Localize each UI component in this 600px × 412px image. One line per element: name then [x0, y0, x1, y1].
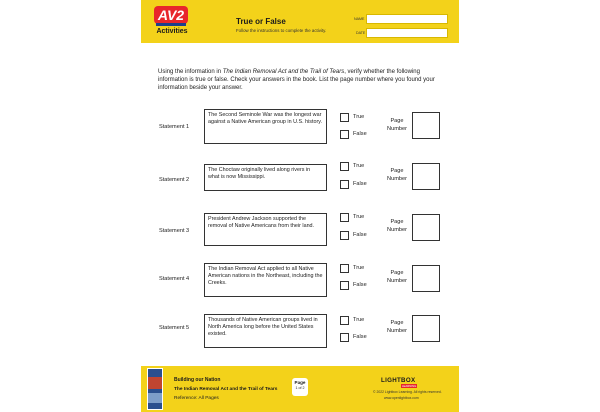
page-subtitle: Follow the instructions to complete the activity. [236, 28, 327, 33]
footer-band [141, 366, 459, 412]
statement-row [141, 109, 459, 149]
statement-row [141, 213, 459, 253]
page-number-field[interactable] [412, 163, 440, 190]
statement-text: The Indian Removal Act applied to all Native American nations in the Northeast, including the Creeks. [204, 263, 327, 297]
page-number-field[interactable] [412, 265, 440, 292]
page-number-label [383, 167, 411, 183]
cover-art-band [148, 377, 162, 389]
page-word: Page [390, 219, 404, 225]
copyright-text: © 2022 Lightbox Learning. All rights reserved. [373, 390, 442, 394]
name-label: NAME [354, 17, 365, 21]
false-checkbox[interactable] [340, 180, 349, 189]
statement-text: President Andrew Jackson supported the removal of Native Americans from their land. [204, 213, 327, 246]
page-number-label [383, 319, 411, 335]
page-number-label [383, 218, 411, 234]
true-label: True [353, 265, 365, 271]
lightbox-logo [381, 377, 425, 386]
statement-row [141, 263, 459, 303]
true-checkbox[interactable] [340, 264, 349, 273]
page-number-field[interactable] [412, 315, 440, 342]
statement-row [141, 314, 459, 354]
false-label: False [353, 232, 367, 238]
book-cover-thumbnail [147, 368, 163, 410]
page-word: Page [390, 168, 404, 174]
statement-label: Statement 3 [159, 228, 190, 234]
false-checkbox[interactable] [340, 130, 349, 139]
av2-logo-mark: AV2 [154, 6, 188, 24]
page-indicator-label: Page [294, 380, 306, 385]
false-label: False [353, 334, 367, 340]
date-label: DATE [356, 31, 366, 35]
statement-text: The Choctaw originally lived along rivers in what is now Mississippi. [204, 164, 327, 191]
false-checkbox[interactable] [340, 281, 349, 290]
series-name: Building our Nation [174, 377, 221, 383]
cover-art-band-2 [148, 393, 162, 403]
page-number-field[interactable] [412, 112, 440, 139]
page-indicator [292, 378, 308, 396]
instructions [158, 69, 448, 92]
header-band [141, 0, 459, 43]
page-title: True or False [236, 17, 286, 26]
number-word: Number [387, 278, 407, 284]
statement-label: Statement 4 [159, 276, 190, 282]
activities-label: Activities [156, 28, 188, 35]
true-checkbox[interactable] [340, 113, 349, 122]
page-word: Page [390, 118, 404, 124]
true-label: True [353, 214, 365, 220]
page-number-label [383, 117, 411, 133]
statement-label: Statement 1 [159, 124, 190, 130]
number-word: Number [387, 126, 407, 132]
true-label: True [353, 163, 365, 169]
reference-text: Reference: All Pages [174, 396, 219, 401]
lightbox-logo-text: LIGHTBOX [381, 377, 416, 384]
worksheet-page [141, 0, 459, 412]
false-label: False [353, 131, 367, 137]
page-number-label [383, 269, 411, 285]
true-checkbox[interactable] [340, 162, 349, 171]
statement-label: Statement 2 [159, 177, 190, 183]
av2-logo [148, 6, 194, 40]
instructions-book-title: The Indian Removal Act and the Trail of Tears [222, 69, 345, 75]
av2-logo-stripe [156, 23, 186, 26]
false-checkbox[interactable] [340, 333, 349, 342]
true-label: True [353, 114, 365, 120]
true-checkbox[interactable] [340, 316, 349, 325]
number-word: Number [387, 328, 407, 334]
true-label: True [353, 317, 365, 323]
page-indicator-count: 1 of 2 [295, 386, 305, 390]
statement-text: Thousands of Native American groups lived in North America long before the United States existed. [204, 314, 327, 348]
publisher-url: www.openlightbox.com [384, 396, 419, 400]
book-title: The Indian Removal Act and the Trail of Tears [174, 387, 278, 392]
lightbox-logo-sub: LEARNING [402, 384, 417, 388]
statement-row [141, 162, 459, 202]
false-label: False [353, 282, 367, 288]
page-word: Page [390, 320, 404, 326]
date-field[interactable] [366, 28, 448, 38]
true-checkbox[interactable] [340, 213, 349, 222]
number-word: Number [387, 227, 407, 233]
statement-label: Statement 5 [159, 325, 190, 331]
page-number-field[interactable] [412, 214, 440, 241]
page-word: Page [390, 270, 404, 276]
name-field[interactable] [366, 14, 448, 24]
instructions-text-1: Using the information in [158, 69, 223, 75]
number-word: Number [387, 176, 407, 182]
instructions-text-2: , verify whether the following information is true or false. Check your answers in the book. List the page number where you found your information beside your answer. [158, 69, 435, 91]
false-checkbox[interactable] [340, 231, 349, 240]
statement-text: The Second Seminole War was the longest war against a Native American group in U.S. history. [204, 109, 327, 144]
false-label: False [353, 181, 367, 187]
